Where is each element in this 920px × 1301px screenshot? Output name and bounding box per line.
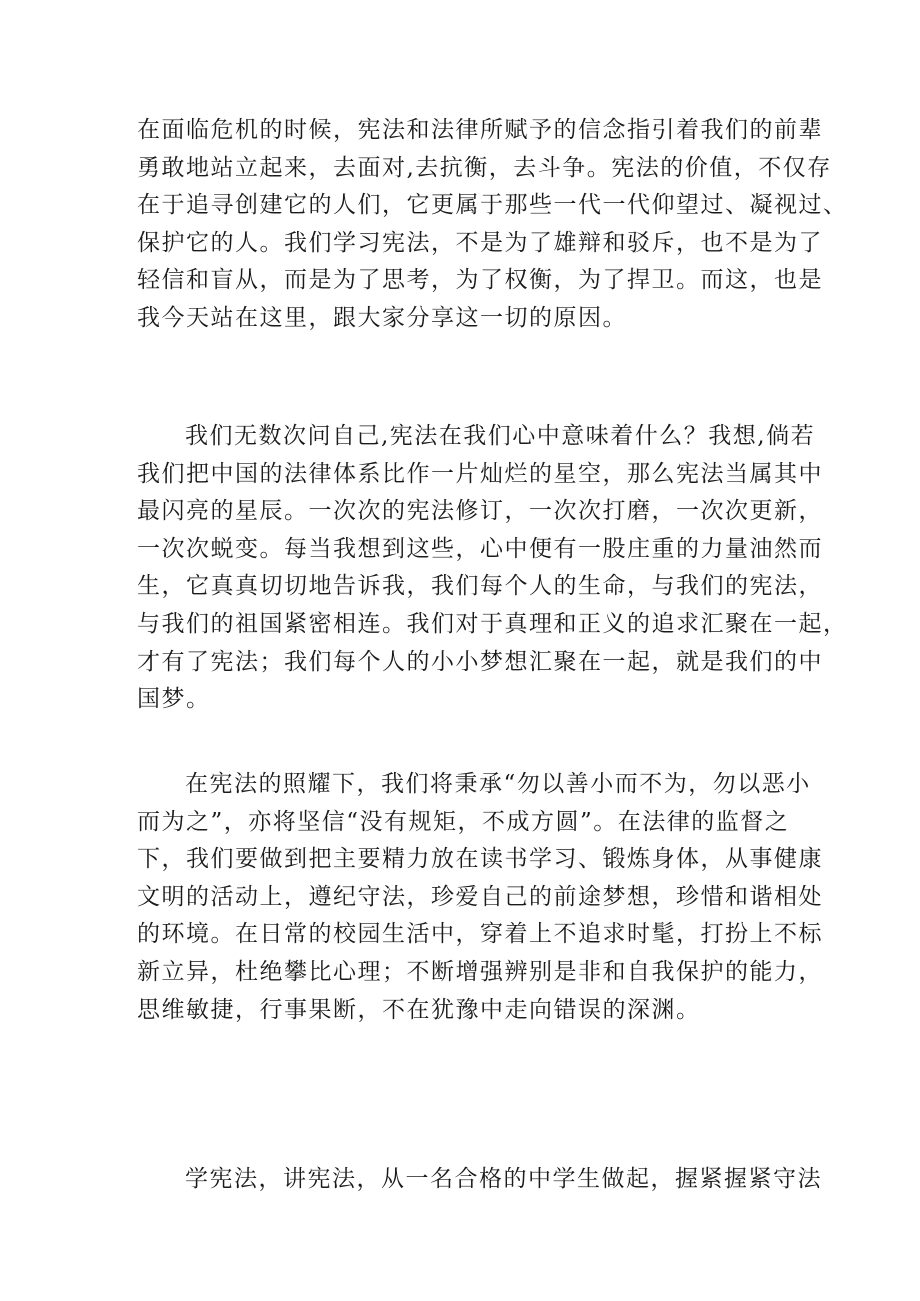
text-line: 与我们的祖国紧密相连。我们对于真理和正义的追求汇聚在一起， bbox=[137, 610, 848, 637]
text-line: 最闪亮的星辰。一次次的宪法修订，一次次打磨，一次次更新， bbox=[137, 498, 823, 525]
text-line: 才有了宪法；我们每个人的小小梦想汇聚在一起，就是我们的中 bbox=[137, 648, 823, 675]
text-line: 我们无数次问自己,宪法在我们心中意味着什么？我想,倘若 bbox=[185, 423, 816, 449]
text-line: 国梦。 bbox=[137, 686, 211, 713]
text-line: 思维敏捷，行事果断，不在犹豫中走向错误的深渊。 bbox=[137, 996, 701, 1023]
paragraph-1 bbox=[137, 112, 848, 338]
text-line: 在面临危机的时候，宪法和法律所赋予的信念指引着我们的前辈 bbox=[137, 117, 823, 143]
text-line: 而为之”，亦将坚信“没有规矩，不成方圆”。在法律的监督之 bbox=[137, 808, 790, 835]
paragraph-4 bbox=[137, 1161, 822, 1199]
text-line: 保护它的人。我们学习宪法，不是为了雄辩和驳斥，也不是为了 bbox=[137, 229, 823, 256]
paragraph-2 bbox=[137, 418, 848, 719]
text-line: 生，它真真切切地告诉我，我们每个人的生命，与我们的宪法， bbox=[137, 573, 823, 600]
text-line: 轻信和盲从，而是为了思考，为了权衡，为了捍卫。而这，也是 bbox=[137, 267, 823, 294]
text-line: 文明的活动上，遵纪守法，珍爱自己的前途梦想，珍惜和谐相处 bbox=[137, 883, 823, 910]
text-line: 我今天站在这里，跟大家分享这一切的原因。 bbox=[137, 304, 627, 331]
text-line: 下，我们要做到把主要精力放在读书学习、锻炼身体，从事健康 bbox=[137, 846, 823, 873]
text-line: 勇敢地站立起来，去面对,去抗衡，去斗争。宪法的价值，不仅存 bbox=[137, 154, 832, 181]
text-line: 我们把中国的法律体系比作一片灿烂的星空，那么宪法当属其中 bbox=[137, 460, 823, 487]
text-line: 在宪法的照耀下，我们将秉承“勿以善小而不为，勿以恶小 bbox=[185, 771, 811, 797]
text-line: 一次次蜕变。每当我想到这些，心中便有一股庄重的力量油然而 bbox=[137, 535, 823, 562]
paragraph-3 bbox=[137, 766, 823, 1029]
text-line: 学宪法，讲宪法，从一名合格的中学生做起，握紧握紧守法 bbox=[185, 1166, 822, 1192]
text-line: 的环境。在日常的校园生活中，穿着上不追求时髦，打扮上不标 bbox=[137, 921, 823, 948]
text-line: 新立异，杜绝攀比心理；不断增强辨别是非和自我保护的能力， bbox=[137, 958, 823, 985]
text-line: 在于追寻创建它的人们，它更属于那些一代一代仰望过、凝视过、 bbox=[137, 192, 848, 219]
